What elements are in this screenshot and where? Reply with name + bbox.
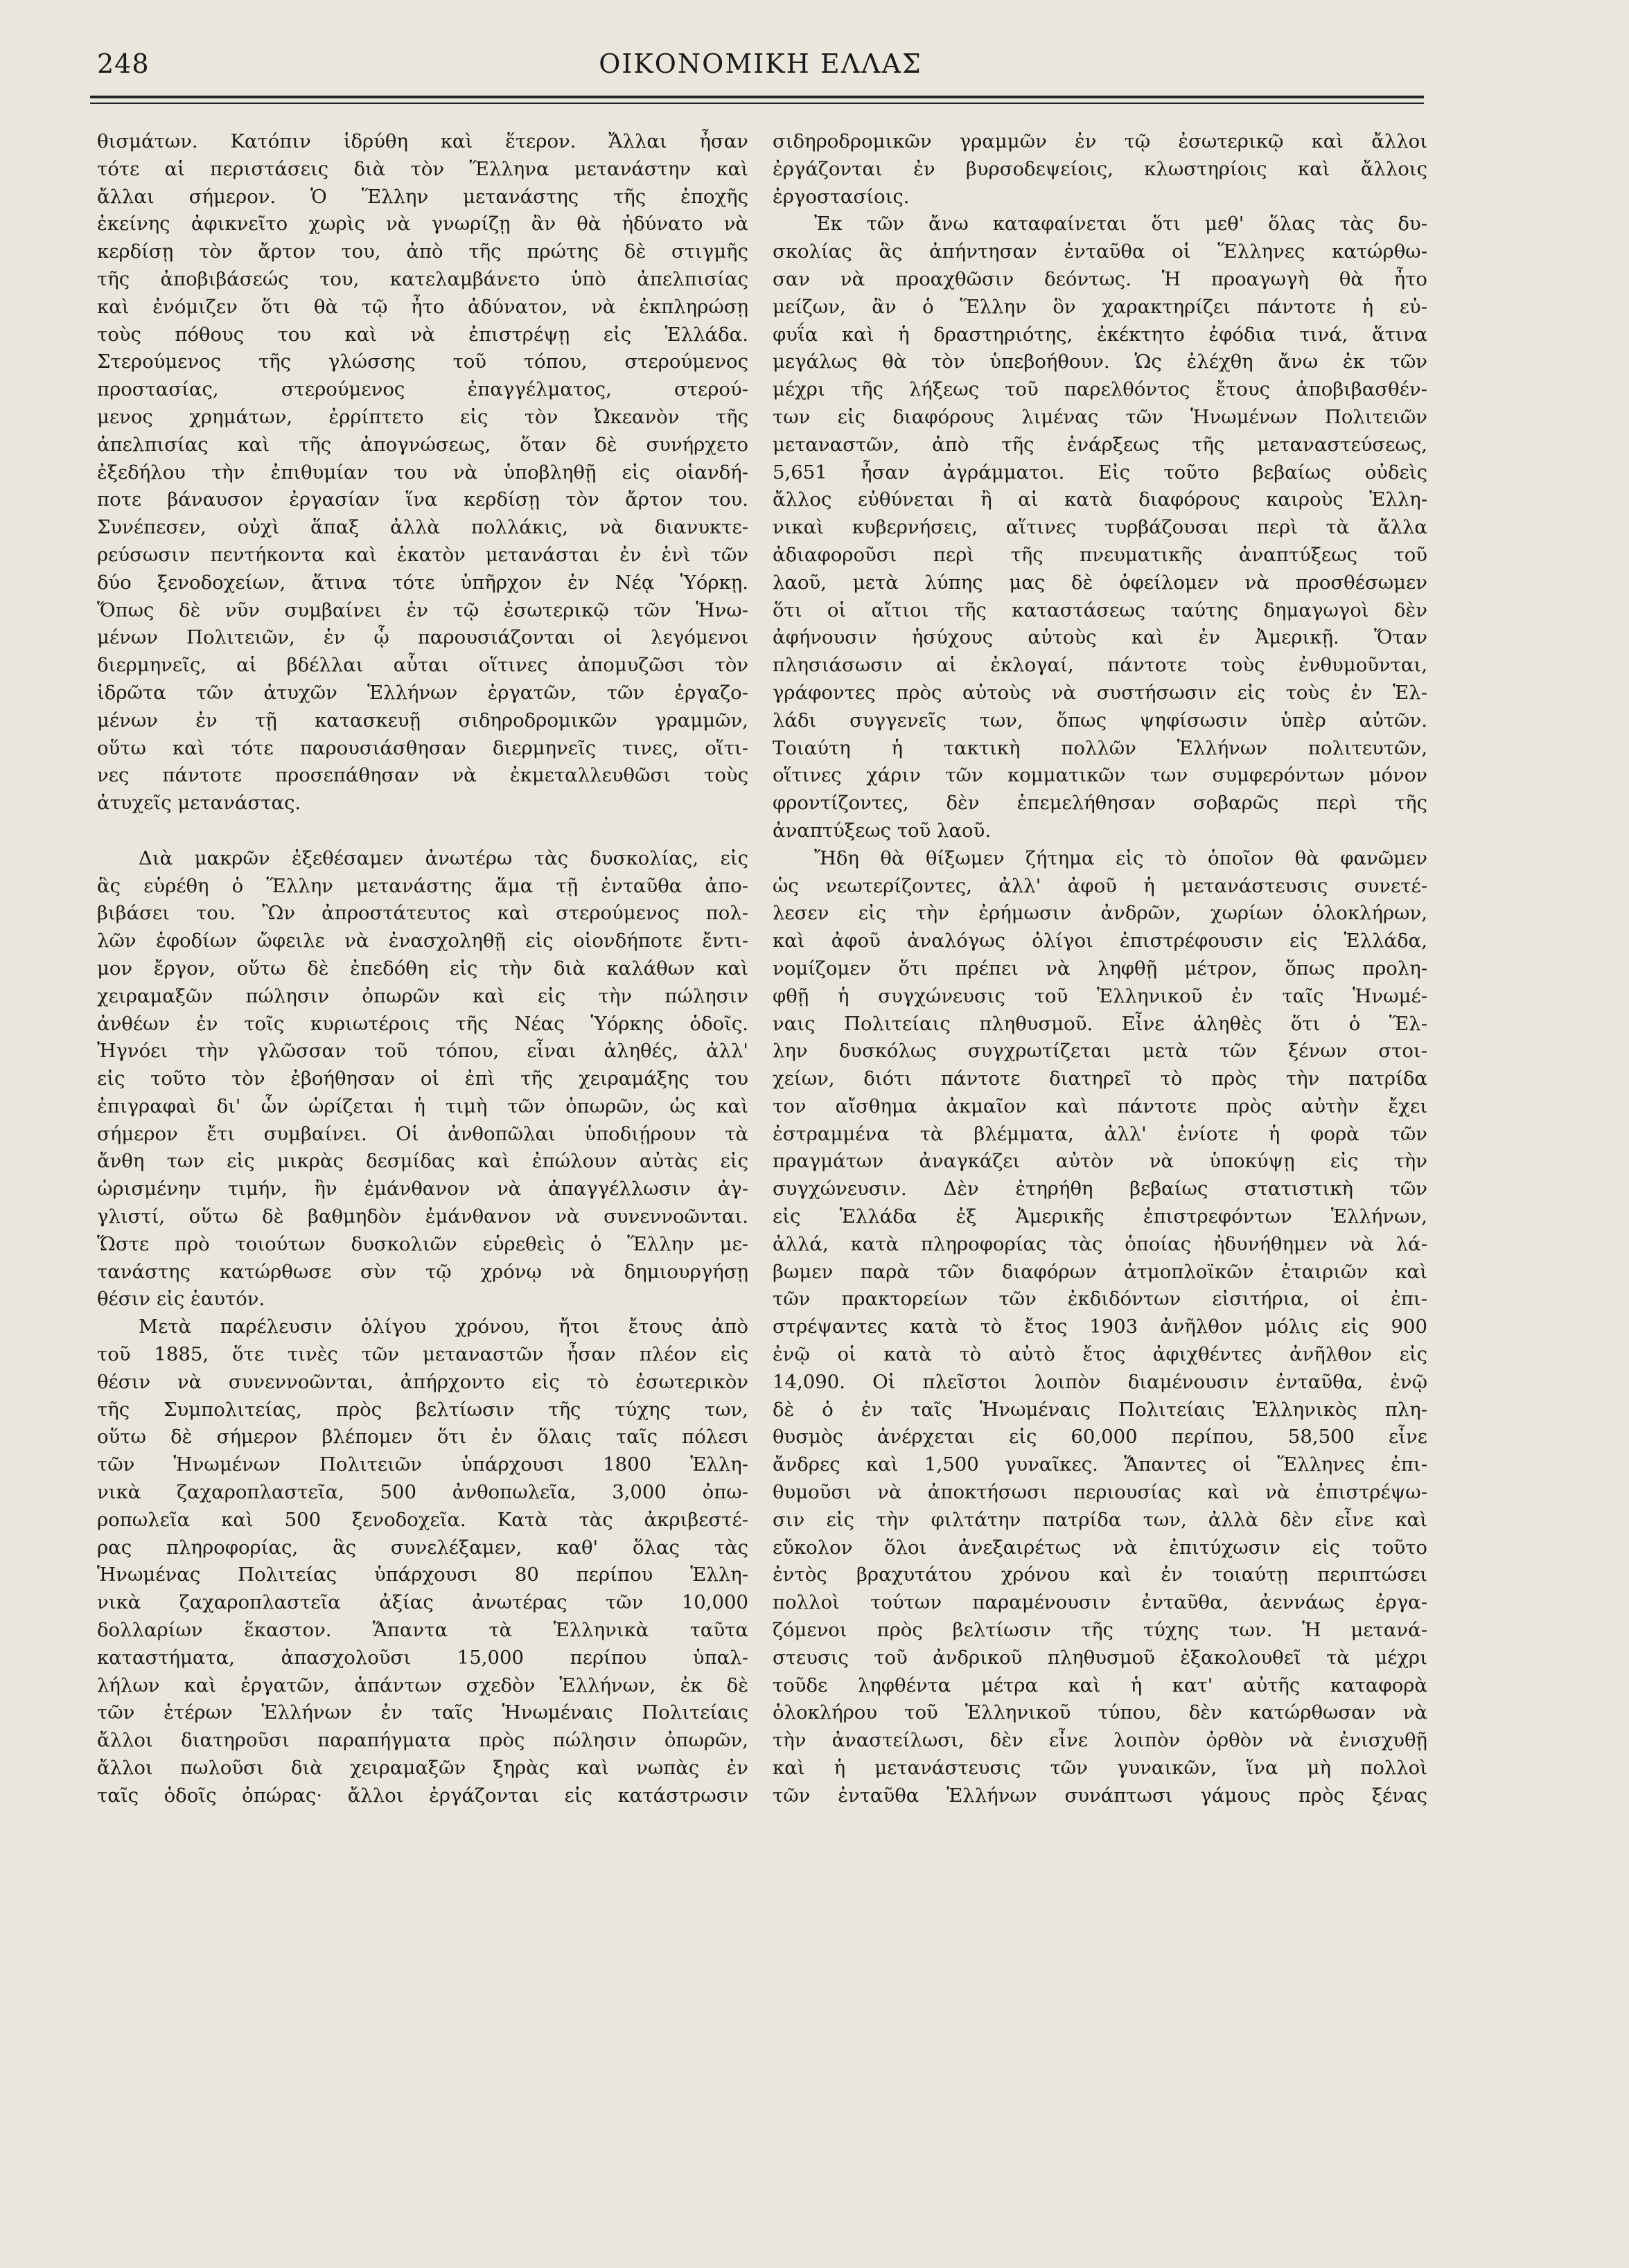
text-line: ἀλλά, κατὰ πληροφορίας τὰς ὁποίας ἠδυνήθημεν νὰ λά-: [773, 1232, 1427, 1255]
text-line: ἃς εὑρέθη ὁ Ἕλλην μετανάστης ἅμα τῇ ἐνταῦθα ἀπο-: [97, 874, 748, 897]
text-line: Ἡνωμένας Πολιτείας ὑπάρχουσι 80 περίπου Ἑλλη-: [97, 1563, 748, 1586]
text-line: εἰς Ἑλλάδα ἐξ Ἀμερικῆς ἐπιστρεφόντων Ἑλλήνων,: [773, 1205, 1427, 1228]
text-line: τοῦ 1885, ὅτε τινὲς τῶν μεταναστῶν ἦσαν πλέον εἰς: [97, 1343, 748, 1366]
text-line: μενος χρημάτων, ἐρρίπτετο εἰς τὸν Ὠκεανὸν τῆς: [97, 405, 748, 428]
text-line: στευσις τοῦ ἀνδρικοῦ πληθυσμοῦ ἐξακολουθεῖ τὰ μέχρι: [773, 1646, 1427, 1669]
text-line: φυΐα καὶ ἡ δραστηριότης, ἐκέκτητο ἐφόδια τινά, ἅτινα: [773, 323, 1427, 346]
text-line: των εἰς διαφόρους λιμένας τῶν Ἡνωμένων Πολιτειῶν: [773, 405, 1427, 428]
text-line: ἄνδρες καὶ 1,500 γυναῖκες. Ἅπαντες οἱ Ἕλληνες ἐπι-: [773, 1453, 1427, 1476]
text-line: ὡρισμένην τιμήν, ἣν ἐμάνθανον νὰ ἀπαγγέλλωσιν ἀγ-: [97, 1178, 748, 1201]
text-line: 14,090. Οἱ πλεῖστοι λοιπὸν διαμένουσιν ἐνταῦθα, ἐνῷ: [773, 1370, 1427, 1393]
text-line: χείων, διότι πάντοτε διατηρεῖ τὸ πρὸς τὴν πατρίδα: [773, 1067, 1427, 1090]
text-line: θέσιν εἰς ἑαυτόν.: [97, 1288, 265, 1311]
text-line: καὶ ἀφοῦ ἀναλόγως ὀλίγοι ἐπιστρέφουσιν εἰς Ἑλλάδα,: [773, 930, 1427, 953]
text-line: ἄλλαι σήμερον. Ὁ Ἕλλην μετανάστης τῆς ἐποχῆς: [97, 185, 748, 208]
text-line: σιδηροδρομικῶν γραμμῶν ἐν τῷ ἐσωτερικῷ καὶ ἄλλοι: [773, 130, 1427, 152]
text-line: καὶ ἐνόμιζεν ὅτι θὰ τῷ ἦτο ἀδύνατον, νὰ ἐκπληρώσῃ: [97, 295, 748, 318]
text-line: ὁλοκλήρου τοῦ Ἑλληνικοῦ τύπου, δὲν κατώρθωσαν νὰ: [773, 1701, 1427, 1724]
text-line: καταστήματα, ἀπασχολοῦσι 15,000 περίπου ὑπαλ-: [97, 1646, 748, 1669]
text-line: νομίζομεν ὅτι πρέπει νὰ ληφθῇ μέτρον, ὅπως προλη-: [773, 957, 1427, 980]
text-line: ὅτι οἱ αἴτιοι τῆς καταστάσεως ταύτης δημαγωγοὶ δὲν: [773, 599, 1427, 621]
text-line: Ἤδη θὰ θίξωμεν ζήτημα εἰς τὸ ὁποῖον θὰ φανῶμεν: [814, 847, 1427, 869]
text-line: πραγμάτων ἀναγκάζει αὐτὸν νὰ ὑποκύψῃ εἰς τὴν: [773, 1150, 1427, 1173]
text-line: ρας πληροφορίας, ἃς συνελέξαμεν, καθ' ὅλας τὰς: [97, 1536, 748, 1559]
text-line: ἀτυχεῖς μετανάστας.: [97, 792, 301, 815]
text-line: Τοιαύτη ἡ τακτικὴ πολλῶν Ἑλλήνων πολιτευτῶν,: [773, 736, 1427, 759]
text-line: στρέψαντες κατὰ τὸ ἔτος 1903 ἀνῆλθον μόλις εἰς 900: [773, 1315, 1427, 1338]
text-line: θυσμὸς ἀνέρχεται εἰς 60,000 περίπου, 58,500 εἶνε: [773, 1426, 1427, 1448]
text-line: μένων ἐν τῇ κατασκευῇ σιδηροδρομικῶν γραμμῶν,: [97, 709, 748, 732]
text-line: Συνέπεσεν, οὐχὶ ἅπαξ ἀλλὰ πολλάκις, νὰ διανυκτε-: [97, 516, 748, 539]
text-line: ναις Πολιτείαις πληθυσμοῦ. Εἶνε ἀληθὲς ὅτι ὁ Ἕλ-: [773, 1012, 1427, 1035]
text-line: 5,651 ἦσαν ἀγράμματοι. Εἰς τοῦτο βεβαίως οὐδεὶς: [773, 461, 1427, 484]
text-line: μεγάλως θὰ τὸν ὑπεβοήθουν. Ὡς ἐλέχθη ἄνω ἐκ τῶν: [773, 351, 1427, 373]
text-line: γλιστί, οὕτω δὲ βαθμηδὸν ἐμάνθανον νὰ συνεννοῶνται.: [97, 1205, 748, 1228]
text-line: τῶν ἐνταῦθα Ἑλλήνων συνάπτωσι γάμους πρὸς ξένας: [773, 1784, 1427, 1807]
text-line: προστασίας, στερούμενος ἐπαγγέλματος, στερού-: [97, 378, 748, 401]
text-line: ἐπιγραφαὶ δι' ὧν ὡρίζεται ἡ τιμὴ τῶν ὀπωρῶν, ὡς καὶ: [97, 1095, 748, 1117]
text-line: Ἠγνόει τὴν γλῶσσαν τοῦ τόπου, εἶναι ἀληθές, ἀλλ': [97, 1040, 748, 1063]
left-text-column: [97, 128, 748, 1810]
text-line: οἵτινες χάριν τῶν κομματικῶν των συμφερόντων μόνον: [773, 764, 1427, 787]
text-line: σκολίας ἃς ἀπήντησαν ἐνταῦθα οἱ Ἕλληνες κατώρθω-: [773, 240, 1427, 263]
text-line: φροντίζοντες, δὲν ἐπεμελήθησαν σοβαρῶς περὶ τῆς: [773, 792, 1427, 815]
text-line: μον ἔργον, οὕτω δὲ ἐπεδόθη εἰς τὴν διὰ καλάθων καὶ: [97, 957, 748, 980]
text-line: ἐκείνης ἀφικνεῖτο χωρὶς νὰ γνωρίζῃ ἂν θὰ ἠδύνατο νὰ: [97, 213, 748, 236]
text-line: χειραμαξῶν πώλησιν ὀπωρῶν καὶ εἰς τὴν πώλησιν: [97, 984, 748, 1007]
text-line: ἀναπτύξεως τοῦ λαοῦ.: [773, 819, 992, 842]
text-line: ἀφήνουσιν ἡσύχους αὐτοὺς καὶ ἐν Ἀμερικῇ. Ὅταν: [773, 626, 1427, 649]
text-line: θυμοῦσι νὰ ἀποκτήσωσι περιουσίας καὶ νὰ ἐπιστρέψω-: [773, 1481, 1427, 1504]
text-line: σιν εἰς τὴν φιλτάτην πατρίδα των, ἀλλὰ δὲν εἶνε καὶ: [773, 1508, 1427, 1531]
page-header: [97, 48, 1424, 97]
text-line: τῶν πρακτορείων τῶν ἐκδιδόντων εἰσιτήρια, οἱ ἐπι-: [773, 1288, 1427, 1311]
text-line: τοὺς πόθους του καὶ νὰ ἐπιστρέψῃ εἰς Ἑλλάδα.: [97, 323, 748, 346]
text-line: βιβάσει του. Ὢν ἀπροστάτευτος καὶ στερούμενος πολ-: [97, 902, 748, 925]
text-line: εὔκολον ὅλοι ἀνεξαιρέτως νὰ ἐπιτύχωσιν εἰς τοῦτο: [773, 1536, 1427, 1559]
text-line: γράφοντες πρὸς αὐτοὺς νὰ συστήσωσιν εἰς τοὺς ἐν Ἑλ-: [773, 681, 1427, 704]
text-line: Διὰ μακρῶν ἐξεθέσαμεν ἀνωτέρω τὰς δυσκολίας, εἰς: [139, 847, 748, 869]
text-line: σήμερον ἔτι συμβαίνει. Οἱ ἀνθοπῶλαι ὑποδιῄρουν τὰ: [97, 1122, 748, 1145]
text-line: μεταναστῶν, ἀπὸ τῆς ἐνάρξεως τῆς μεταναστεύσεως,: [773, 433, 1427, 456]
text-line: ἐντὸς βραχυτάτου χρόνου καὶ ἐν τοιαύτῃ περιπτώσει: [773, 1563, 1427, 1586]
text-line: ἄλλος εὐθύνεται ἢ αἱ κατὰ διαφόρους καιροὺς Ἑλλη-: [773, 488, 1427, 511]
text-line: ἀπελπισίας καὶ τῆς ἀπογνώσεως, ὅταν δὲ συνήρχετο: [97, 433, 748, 456]
text-line: δύο ξενοδοχείων, ἅτινα τότε ὑπῆρχον ἐν Νέᾳ Ὑόρκῃ.: [97, 571, 748, 594]
text-line: βωμεν παρὰ τῶν διαφόρων ἀτμοπλοϊκῶν ἑταιριῶν καὶ: [773, 1260, 1427, 1283]
text-line: ἐργοστασίοις.: [773, 185, 910, 208]
text-line: λην δυσκόλως συγχρωτίζεται μετὰ τῶν ξένων στοι-: [773, 1040, 1427, 1063]
text-line: νικὰ ζαχαροπλαστεῖα ἀξίας ἀνωτέρας τῶν 10,000: [97, 1591, 748, 1614]
text-line: τῶν ἑτέρων Ἑλλήνων ἐν ταῖς Ἡνωμέναις Πολιτείαις: [97, 1701, 748, 1724]
text-line: τῆς ἀποβιβάσεώς του, κατελαμβάνετο ὑπὸ ἀπελπισίας: [97, 267, 748, 290]
text-line: τῆς Συμπολιτείας, πρὸς βελτίωσιν τῆς τύχης των,: [97, 1398, 748, 1421]
text-line: τον αἴσθημα ἀκμαῖον καὶ πάντοτε πρὸς αὐτὴν ἔχει: [773, 1095, 1427, 1117]
text-line: ἐξεδήλου τὴν ἐπιθυμίαν του νὰ ὑποβληθῇ εἰς οἱανδή-: [97, 461, 748, 484]
text-line: θισμάτων. Κατόπιν ἱδρύθη καὶ ἕτερον. Ἄλλαι ἦσαν: [97, 130, 748, 152]
text-line: τανάστης κατώρθωσε σὺν τῷ χρόνῳ νὰ δημιουργήσῃ: [97, 1260, 748, 1283]
text-line: μένων Πολιτειῶν, ἐν ᾧ παρουσιάζονται οἱ λεγόμενοι: [97, 626, 748, 649]
text-line: οὕτω δὲ σήμερον βλέπομεν ὅτι ἐν ὅλαις ταῖς πόλεσι: [97, 1426, 748, 1448]
text-line: συγχώνευσιν. Δὲν ἐτηρήθη βεβαίως στατιστικὴ τῶν: [773, 1178, 1427, 1201]
text-line: οὕτω καὶ τότε παρουσιάσθησαν διερμηνεῖς τινες, οἵτι-: [97, 736, 748, 759]
page-number: 248: [97, 48, 150, 79]
text-line: καὶ ἡ μετανάστευσις τῶν γυναικῶν, ἵνα μὴ πολλοὶ: [773, 1757, 1427, 1780]
right-text-column: [773, 128, 1427, 1810]
text-line: δολλαρίων ἕκαστον. Ἅπαντα τὰ Ἑλληνικὰ ταῦτα: [97, 1619, 748, 1642]
text-line: τοῦδε ληφθέντα μέτρα καὶ ἡ κατ' αὐτῆς καταφορὰ: [773, 1674, 1427, 1696]
text-line: ἐστραμμένα τὰ βλέμματα, ἀλλ' ἐνίοτε ἡ φορὰ τῶν: [773, 1122, 1427, 1145]
text-line: κερδίσῃ τὸν ἄρτον του, ἀπὸ τῆς πρώτης δὲ στιγμῆς: [97, 240, 748, 263]
text-line: μέχρι τῆς λήξεως τοῦ παρελθόντος ἔτους ἀποβιβασθέν-: [773, 378, 1427, 401]
text-line: δὲ ὁ ἐν ταῖς Ἡνωμέναις Πολιτείαις Ἑλληνικὸς πλη-: [773, 1398, 1427, 1421]
text-line: ἐνῷ οἱ κατὰ τὸ αὐτὸ ἔτος ἀφιχθέντες ἀνῆλθον εἰς: [773, 1343, 1427, 1366]
text-line: Ἐκ τῶν ἄνω καταφαίνεται ὅτι μεθ' ὅλας τὰς δυ-: [814, 213, 1427, 236]
text-line: νικὰ ζαχαροπλαστεῖα, 500 ἀνθοπωλεῖα, 3,000 ὀπω-: [97, 1481, 748, 1504]
text-line: λεσεν εἰς τὴν ἐρήμωσιν ἀνδρῶν, χωρίων ὁλοκλήρων,: [773, 902, 1427, 925]
text-line: ταῖς ὁδοῖς ὀπώρας· ἄλλοι ἐργάζονται εἰς κατάστρωσιν: [97, 1784, 748, 1807]
text-line: ἐργάζονται ἐν βυρσοδεψείοις, κλωστηρίοις καὶ ἄλλοις: [773, 157, 1427, 180]
text-line: ρεύσωσιν πεντήκοντα καὶ ἑκατὸν μετανάσται ἐν ἑνὶ τῶν: [97, 543, 748, 566]
text-line: σαν νὰ προαχθῶσιν δεόντως. Ἡ προαγωγὴ θὰ ἦτο: [773, 267, 1427, 290]
paragraph-gap: [97, 817, 748, 845]
text-line: Ὅπως δὲ νῦν συμβαίνει ἐν τῷ ἐσωτερικῷ τῶν Ἡνω-: [97, 599, 748, 621]
text-line: νες πάντοτε προσεπάθησαν νὰ ἐκμεταλλευθῶσι τοὺς: [97, 764, 748, 787]
text-line: νικαὶ κυβερνήσεις, αἵτινες τυρβάζουσαι περὶ τὰ ἄλλα: [773, 516, 1427, 539]
text-line: ροπωλεῖα καὶ 500 ξενοδοχεῖα. Κατὰ τὰς ἀκριβεστέ-: [97, 1508, 748, 1531]
text-line: λήλων καὶ ἐργατῶν, ἁπάντων σχεδὸν Ἑλλήνων, ἐκ δὲ: [97, 1674, 748, 1696]
text-line: ἀνθέων ἐν τοῖς κυριωτέροις τῆς Νέας Ὑόρκης ὁδοῖς.: [97, 1012, 748, 1035]
text-line: Στερούμενος τῆς γλώσσης τοῦ τόπου, στερούμενος: [97, 351, 748, 373]
text-line: λαοῦ, μετὰ λύπης μας δὲ ὀφείλομεν νὰ προσθέσωμεν: [773, 571, 1427, 594]
text-line: ἄλλοι πωλοῦσι διὰ χειραμαξῶν ξηρὰς καὶ νωπὰς ἐν: [97, 1757, 748, 1780]
text-line: φθῇ ἡ συγχώνευσις τοῦ Ἑλληνικοῦ ἐν ταῖς Ἡνωμέ-: [773, 984, 1427, 1007]
text-line: ὡς νεωτερίζοντες, ἀλλ' ἀφοῦ ἡ μετανάστευσις συνετέ-: [773, 874, 1427, 897]
text-line: πολλοὶ τούτων παραμένουσιν ἐνταῦθα, ἀεννάως ἐργα-: [773, 1591, 1427, 1614]
text-line: λῶν ἐφοδίων ὤφειλε νὰ ἐνασχοληθῇ εἰς οἱονδήποτε ἔντι-: [97, 930, 748, 953]
text-line: μείζων, ἂν ὁ Ἕλλην ὃν χαρακτηρίζει πάντοτε ἡ εὐ-: [773, 295, 1427, 318]
text-line: Ὥστε πρὸ τοιούτων δυσκολιῶν εὑρεθεὶς ὁ Ἕλλην με-: [97, 1232, 748, 1255]
text-line: διερμηνεῖς, αἱ βδέλλαι αὗται οἵτινες ἀπομυζῶσι τὸν: [97, 654, 748, 677]
text-line: ζόμενοι πρὸς βελτίωσιν τῆς τύχης των. Ἡ μετανά-: [773, 1619, 1427, 1642]
text-line: ἄνθη των εἰς μικρὰς δεσμίδας καὶ ἐπώλουν αὐτὰς εἰς: [97, 1150, 748, 1173]
text-line: τότε αἱ περιστάσεις διὰ τὸν Ἕλληνα μετανάστην καὶ: [97, 157, 748, 180]
text-line: ἄλλοι διατηροῦσι παραπήγματα πρὸς πώλησιν ὀπωρῶν,: [97, 1729, 748, 1752]
text-line: τὴν ἀναστείλωσι, δὲν εἶνε λοιπὸν ὀρθὸν νὰ ἐνισχυθῇ: [773, 1729, 1427, 1752]
journal-title: ΟΙΚΟΝΟΜΙΚΗ ΕΛΛΑΣ: [599, 48, 922, 79]
text-line: ἀδιαφοροῦσι περὶ τῆς πνευματικῆς ἀναπτύξεως τοῦ: [773, 543, 1427, 566]
header-rule-thick: [90, 96, 1424, 98]
header-rule-thin: [90, 103, 1424, 104]
text-line: ἱδρῶτα τῶν ἀτυχῶν Ἑλλήνων ἐργατῶν, τῶν ἐργαζο-: [97, 681, 748, 704]
text-line: θέσιν νὰ συνεννοῶνται, ἀπήρχοντο εἰς τὸ ἐσωτερικὸν: [97, 1370, 748, 1393]
text-line: τῶν Ἡνωμένων Πολιτειῶν ὑπάρχουσι 1800 Ἑλλη-: [97, 1453, 748, 1476]
text-line: ποτε βάναυσον ἐργασίαν ἵνα κερδίσῃ τὸν ἄρτον του.: [97, 488, 748, 511]
text-line: πλησιάσωσιν αἱ ἐκλογαί, πάντοτε τοὺς ἐνθυμοῦνται,: [773, 654, 1427, 677]
text-line: λάδι συγγενεῖς των, ὅπως ψηφίσωσιν ὑπὲρ αὐτῶν.: [773, 709, 1427, 732]
text-line: εἰς τοῦτο τὸν ἐβοήθησαν οἱ ἐπὶ τῆς χειραμάξης του: [97, 1067, 748, 1090]
text-line: Μετὰ παρέλευσιν ὀλίγου χρόνου, ἤτοι ἔτους ἀπὸ: [139, 1315, 748, 1338]
